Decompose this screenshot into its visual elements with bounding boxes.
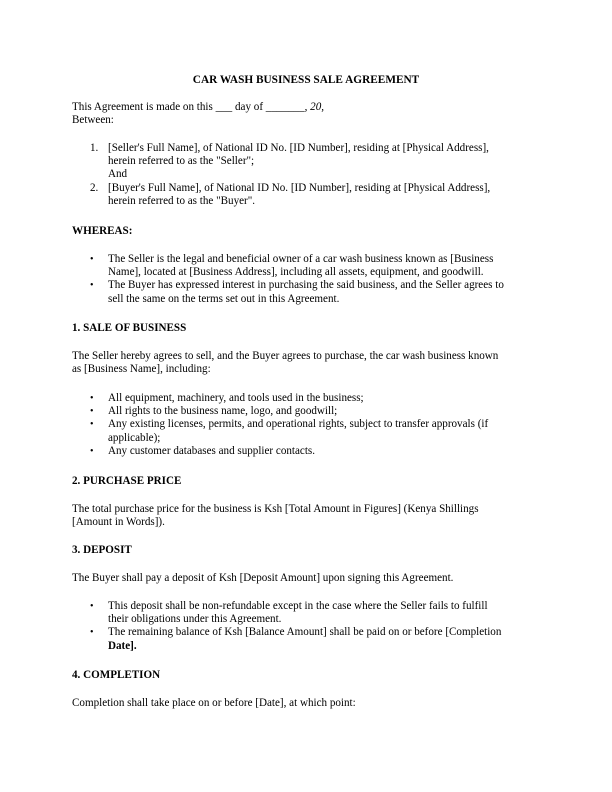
list-item: • This deposit shall be non-refundable except in the case where the Seller fails to fulfill their obligations under this Agreement. <box>90 600 488 626</box>
section-paragraph: The Seller hereby agrees to sell, and the Buyer agrees to purchase, the car wash business known as [Business Name], including: <box>72 350 499 376</box>
intro-paragraph <box>72 101 542 127</box>
document-title: CAR WASH BUSINESS SALE AGREEMENT <box>192 74 420 86</box>
section-heading: 1. SALE OF BUSINESS <box>72 322 187 334</box>
bullet-icon: • <box>90 406 94 418</box>
section-heading: 4. COMPLETION <box>72 669 161 681</box>
whereas-list <box>90 253 542 306</box>
section-heading: 2. PURCHASE PRICE <box>72 475 182 487</box>
party-buyer: 2. [Buyer's Full Name], of National ID No. [ID Number], residing at [Physical Address], herein referred to as the "Buyer". <box>90 181 491 207</box>
party-seller: 1. [Seller's Full Name], of National ID No. [ID Number], residing at [Physical Address], herein referred to as the "Seller"; And <box>90 142 489 181</box>
list-number: 2. <box>90 181 99 194</box>
section-paragraph: The total purchase price for the business is Ksh [Total Amount in Figures] (Kenya Shillings [Amount in Words]). <box>72 503 479 529</box>
bullet-icon: • <box>90 627 94 639</box>
between-label: Between: <box>72 114 114 127</box>
bullet-icon: • <box>90 393 94 404</box>
section-paragraph: The Buyer shall pay a deposit of Ksh [Deposit Amount] upon signing this Agreement. <box>72 572 454 584</box>
whereas-heading: WHEREAS: <box>72 225 133 237</box>
bullet-icon: • <box>90 445 94 457</box>
parties-list <box>90 142 542 208</box>
bullet-icon: • <box>90 280 94 292</box>
section-paragraph: Completion shall take place on or before [Date], at which point: <box>72 697 356 709</box>
bullet-icon: • <box>90 254 94 265</box>
list-item: • All equipment, machinery, and tools used in the business; <box>90 392 364 404</box>
list-item: • Any existing licenses, permits, and operational rights, subject to transfer approvals (if applicable); <box>90 418 489 444</box>
sale-items-list <box>90 392 542 458</box>
list-item: • Any customer databases and supplier contacts. <box>90 444 316 457</box>
section-heading: 3. DEPOSIT <box>72 544 132 556</box>
list-number: 1. <box>90 142 99 154</box>
bullet-icon: • <box>90 419 94 431</box>
intro-line: This Agreement is made on this ___ day of _______, 20, <box>72 101 325 113</box>
deposit-list <box>90 600 542 653</box>
list-item: • The Buyer has expressed interest in purchasing the said business, and the Seller agrees to sell the same on the terms set out in this Agreement. <box>90 279 504 305</box>
list-item: • The Seller is the legal and beneficial owner of a car wash business known as [Business Name], located at [Business Address], including all assets, equipment, and goodwill. <box>90 253 494 279</box>
bullet-icon: • <box>90 601 94 612</box>
list-item: • All rights to the business name, logo, and goodwill; <box>90 405 338 418</box>
list-item: • The remaining balance of Ksh [Balance Amount] shall be paid on or before [Completion Date]. <box>90 626 502 652</box>
